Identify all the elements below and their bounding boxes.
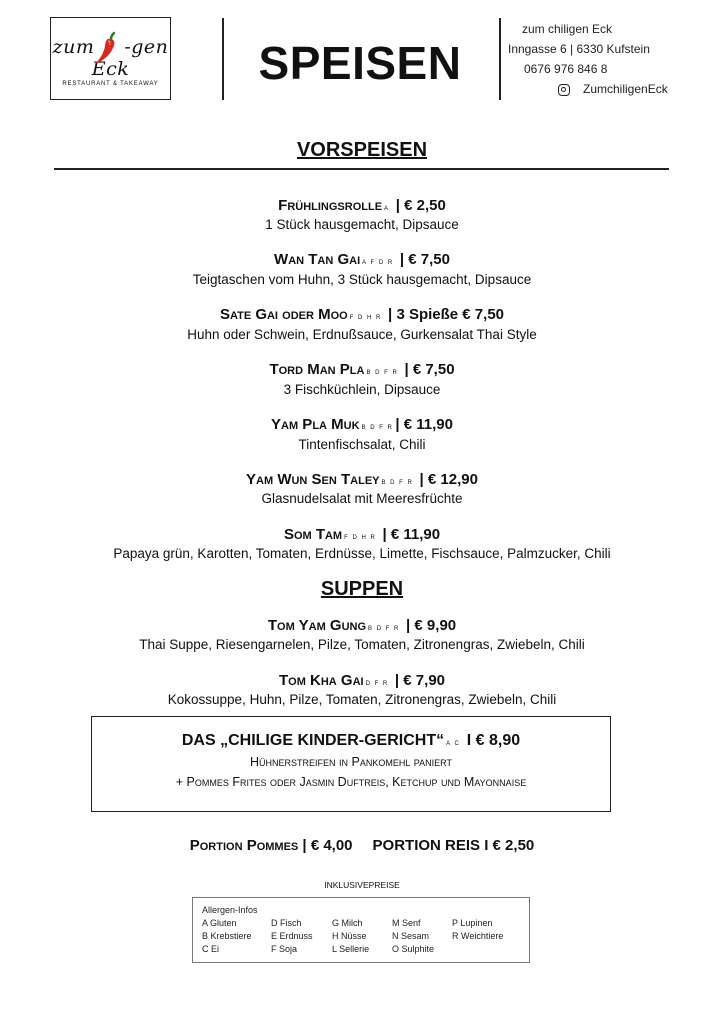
section-divider (54, 168, 669, 170)
menu-item-name: Frühlingsrolle A | € 2,50 (278, 197, 446, 214)
menu-item-price: € 11,90 (403, 416, 453, 433)
section-title-vorspeisen: VORSPEISEN (296, 139, 428, 161)
menu-item-name: Som Tam F D H R | € 11,90 (283, 526, 441, 543)
allergen-entry: B Krebstiere (202, 931, 252, 941)
contact-instagram: ZumchiligenEck (583, 82, 668, 96)
kids-menu-price: € 8,90 (475, 732, 521, 749)
side-pommes: Portion Pommes (189, 837, 299, 854)
allergen-codes: B D F R (368, 626, 400, 632)
menu-item-description: Kokossuppe, Huhn, Pilze, Tomaten, Zitronengras, Zwiebeln, Chili (167, 692, 557, 707)
chili-icon (92, 30, 122, 66)
menu-item-name: Tord Man Pla B D F R | € 7,50 (269, 361, 455, 378)
contact-name: zum chiligen Eck (522, 22, 613, 36)
kids-menu-line-2: + Pommes Frites oder Jasmin Duftreis, Ketchup und Mayonnaise (175, 775, 527, 789)
allergen-entry: R Weichtiere (452, 931, 504, 941)
allergen-info-title: Allergen-Infos (202, 905, 258, 915)
allergen-codes: B D F R (366, 370, 399, 376)
menu-item-description: Thai Suppe, Riesengarnelen, Pilze, Tomaten, Zitronengras, Zwiebeln, Chili (139, 637, 585, 652)
menu-item-price: € 7,50 (412, 361, 455, 378)
menu-item-name: Yam Wun Sen Taley B D F R | € 12,90 (246, 471, 478, 488)
allergen-entry: F Soja (271, 944, 298, 954)
kids-menu-line-1: Hühnerstreifen in Pankomehl paniert (250, 755, 452, 769)
allergen-codes: F D H R (349, 315, 382, 321)
menu-item-name: Yam Pla Muk B D F R | € 11,90 (271, 416, 453, 433)
menu-item-description: Glasnudelsalat mit Meeresfrüchte (261, 491, 463, 506)
menu-item-name: Wan Tan Gai A F D R | € 7,50 (274, 251, 450, 268)
header-divider-left (222, 18, 224, 100)
allergen-entry: D Fisch (271, 918, 302, 928)
menu-item-name: Sate Gai oder Moo F D H R | 3 Spieße € 7,50 (219, 306, 505, 323)
menu-item-price: 3 Spieße € 7,50 (396, 306, 505, 323)
contact-phone: 0676 976 846 8 (524, 62, 608, 76)
menu-item-name: Tom Kha Gai D F R | € 7,90 (278, 672, 446, 689)
allergen-codes: B D F R (381, 480, 414, 486)
menu-item-description: Huhn oder Schwein, Erdnußsauce, Gurkensalat Thai Style (187, 327, 537, 342)
logo-text-left: zum (52, 36, 95, 58)
allergen-entry: O Sulphite (392, 944, 435, 954)
allergen-entry: M Senf (392, 918, 421, 928)
menu-item-description: Tintenfischsalat, Chili (298, 437, 426, 452)
allergen-entry: N Sesam (392, 931, 430, 941)
menu-item-price: € 9,90 (414, 617, 457, 634)
menu-item-description: 1 Stück hausgemacht, Dipsauce (265, 217, 459, 232)
menu-item-name: Tom Yam Gung B D F R | € 9,90 (267, 617, 457, 634)
inclusive-prices-note: INKLUSIVEPREISE (324, 880, 400, 890)
logo-text-right: -gen Eck (91, 36, 169, 80)
menu-item-price: € 7,50 (408, 251, 450, 268)
menu-item-price: € 2,50 (404, 197, 446, 214)
allergen-codes: A (384, 206, 390, 212)
menu-item-price: € 12,90 (427, 471, 478, 488)
allergen-entry: C Ei (202, 944, 220, 954)
allergen-entry: H Nüsse (332, 931, 367, 941)
side-pommes-price: € 4,00 (310, 837, 353, 854)
allergen-entry: G Milch (332, 918, 363, 928)
kids-menu-title: DAS „CHILIGE KINDER-GERICHT“ A C I € 8,90 (181, 732, 521, 749)
side-reis: PORTION REIS I € 2,50 (372, 837, 535, 854)
side-dishes: Portion Pommes | € 4,00 PORTION REIS I € 2,50 (189, 837, 535, 854)
allergen-codes: B D F R (361, 425, 394, 431)
section-title-suppen: SUPPEN (320, 578, 404, 600)
menu-item-price: € 11,90 (390, 526, 441, 543)
menu-item-description: 3 Fischküchlein, Dipsauce (283, 382, 441, 397)
menu-item-description: Teigtaschen vom Huhn, 3 Stück hausgemacht, Dipsauce (192, 272, 532, 287)
allergen-codes: D F R (365, 681, 389, 687)
allergen-codes: A F D R (362, 260, 394, 266)
logo (50, 17, 171, 100)
allergen-entry: P Lupinen (452, 918, 493, 928)
header-divider-right (499, 18, 501, 100)
allergen-codes: F D H R (344, 535, 377, 541)
allergen-codes: A C (446, 741, 461, 747)
allergen-entry: E Erdnuss (271, 931, 313, 941)
menu-item-price: € 7,90 (403, 672, 446, 689)
logo-subtitle: RESTAURANT & TAKEAWAY (62, 81, 159, 87)
page-title: SPEISEN (258, 37, 462, 89)
menu-item-description: Papaya grün, Karotten, Tomaten, Erdnüsse, Limette, Fischsauce, Palmzucker, Chili (113, 546, 611, 561)
instagram-icon (558, 84, 570, 96)
allergen-entry: L Sellerie (332, 944, 370, 954)
contact-address: Inngasse 6 | 6330 Kufstein (508, 42, 650, 56)
allergen-entry: A Gluten (202, 918, 237, 928)
